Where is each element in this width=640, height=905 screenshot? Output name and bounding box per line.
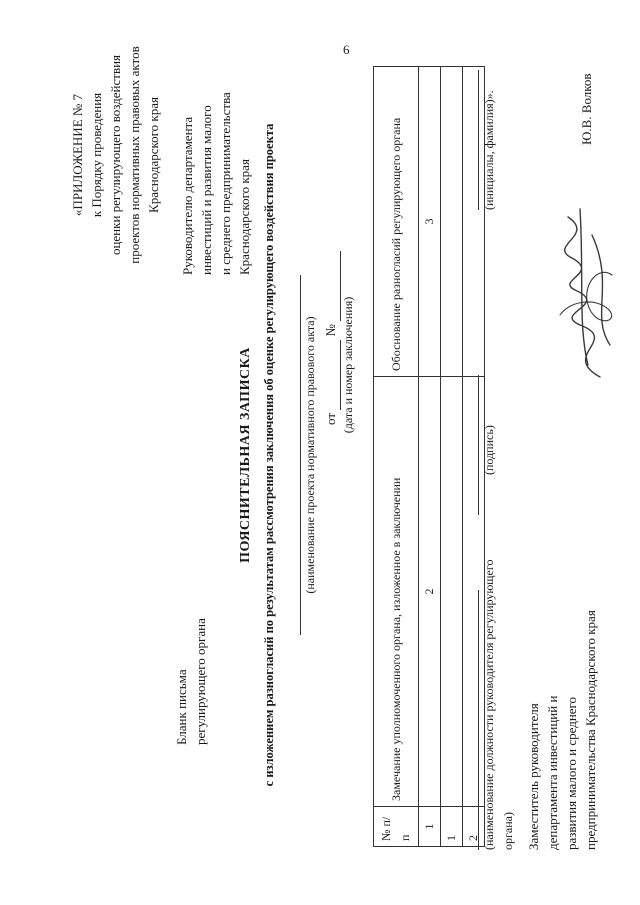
letterhead-line: Бланк письма (174, 669, 189, 745)
date-number-caption: (дата и номер заключения) (341, 296, 355, 434)
position-caption: (наименование должности руководителя регулирующего органа) (482, 559, 515, 850)
header-cell: № п/п (374, 807, 419, 847)
signer-position-line: развития малого и среднего (564, 696, 579, 850)
table-cell: 1 (441, 807, 463, 847)
signature-caption: (подпись) (482, 425, 496, 475)
disagreements-table (373, 66, 485, 847)
date-number-row (321, 251, 341, 425)
table-column-numbers-row (419, 67, 441, 847)
table-cell (441, 377, 463, 807)
signature-line (478, 375, 479, 515)
appendix-line: к Порядку проведения (89, 92, 104, 218)
appendix-line: оценки регулирующего воздействия (108, 54, 123, 256)
column-number-cell: 3 (419, 67, 441, 377)
addressee-line: и среднего предпринимательства (218, 92, 233, 275)
addressee-line: инвестиций и развития малого (199, 105, 214, 275)
appendix-line: Краснодарского края (146, 97, 161, 213)
date-field-line (321, 340, 341, 410)
column-number-cell: 2 (419, 377, 441, 807)
header-cell: Обоснование разногласий регулирующего органа (374, 67, 419, 377)
table-cell (441, 67, 463, 377)
draft-name-caption: (наименование проекта нормативного правового акта) (303, 316, 317, 594)
table-cell: 2 (463, 807, 485, 847)
signer-position-line: предпринимательства Краснодарского края (583, 610, 598, 850)
number-field-line (321, 251, 341, 321)
rotated-page (0, 5, 640, 905)
addressee-line: Руководителю департамента (180, 116, 195, 275)
letterhead-block (172, 585, 210, 745)
letterhead-line: регулирующего органа (193, 618, 208, 745)
page-number: 6 (343, 42, 350, 57)
document-title: ПОЯСНИТЕЛЬНАЯ ЗАПИСКА (238, 347, 253, 563)
signer-position-block (524, 490, 600, 850)
handwritten-signature (540, 195, 630, 385)
signer-position-line: Заместитель руководителя (526, 703, 541, 850)
document-subtitle: с изложением разногласий по результатам рассмотрения заключения об оценке регулирующего воздействия проекта (262, 123, 276, 787)
table-header-row (374, 67, 419, 847)
name-line (478, 70, 479, 210)
number-label: № (323, 324, 338, 337)
appendix-line: «ПРИЛОЖЕНИЕ № 7 (70, 93, 85, 217)
addressee-line: Краснодарского края (237, 159, 252, 275)
column-number-cell: 1 (419, 807, 441, 847)
appendix-block (68, 25, 163, 285)
name-caption: (инициалы, фамилия)». (482, 90, 496, 210)
from-label: от (323, 412, 338, 425)
table-row (441, 67, 463, 847)
signer-name: Ю.В. Волков (579, 73, 594, 145)
position-line (478, 590, 479, 850)
signer-position-line: департамента инвестиций и (545, 695, 560, 850)
header-cell: Замечание уполномоченного органа, изложенное в заключении (374, 377, 419, 807)
appendix-line: проектов нормативных правовых актов (127, 46, 142, 264)
